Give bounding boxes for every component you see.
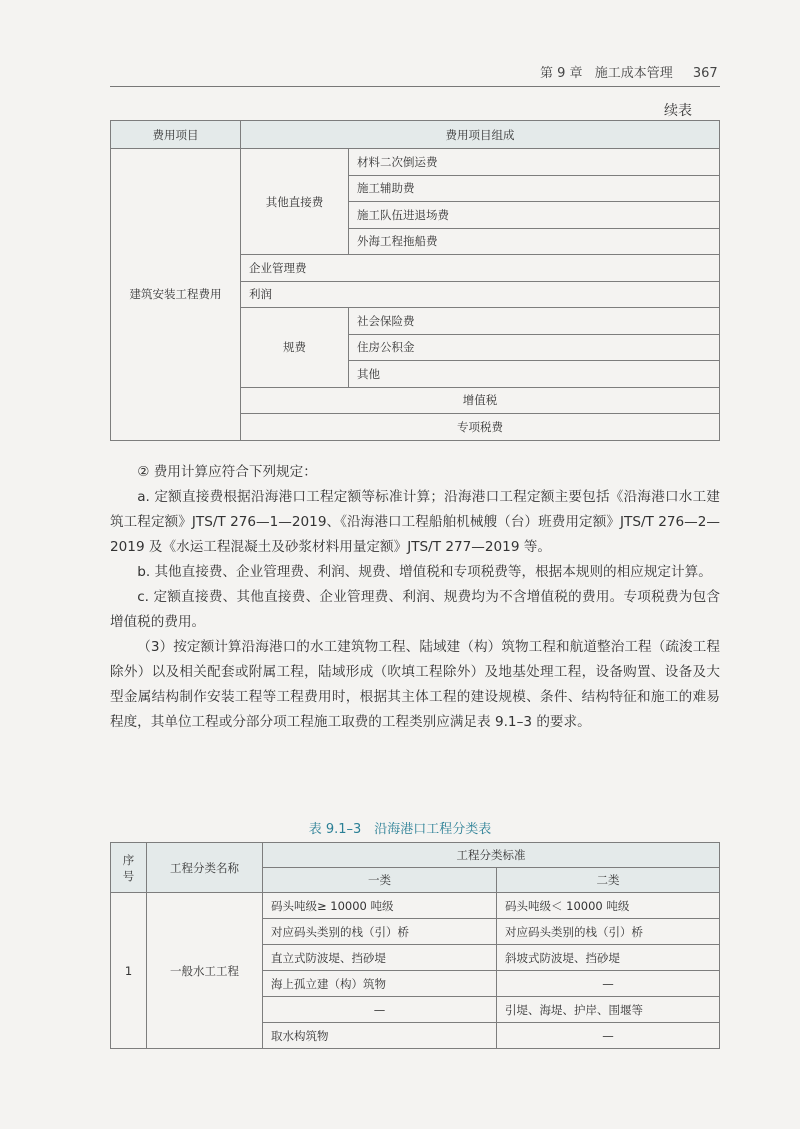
paragraph: b. 其他直接费、企业管理费、利润、规费、增值税和专项税费等，根据本规则的相应规定计算。	[137, 564, 712, 580]
management-fee-cell: 企业管理费	[241, 255, 720, 282]
table2-cell: 对应码头类别的栈（引）桥	[263, 919, 497, 945]
fees-cell: 规费	[241, 308, 349, 388]
page-number: 367	[692, 66, 718, 81]
chapter-number: 第 9 章	[540, 66, 583, 81]
table1-cell: 材料二次倒运费	[349, 149, 720, 176]
table2-cell: 码头吨级＜ 10000 吨级	[497, 893, 720, 919]
table2-header-class2: 二类	[497, 868, 720, 893]
cost-items-table	[110, 120, 720, 441]
table2-cell: 码头吨级≥ 10000 吨级	[263, 893, 497, 919]
special-tax-cell: 专项税费	[241, 414, 720, 441]
table2-cell: 对应码头类别的栈（引）桥	[497, 919, 720, 945]
table2-cell: 直立式防波堤、挡砂堤	[263, 945, 497, 971]
table2-cell: —	[263, 997, 497, 1023]
profit-cell: 利润	[241, 281, 720, 308]
table2-row-name: 一般水工工程	[147, 893, 263, 1049]
port-classification-table	[110, 842, 720, 1049]
table1-cell: 其他	[349, 361, 720, 388]
header-rule	[110, 86, 720, 87]
continued-label: 续表	[664, 103, 692, 119]
table2-header-standard: 工程分类标准	[263, 843, 720, 868]
table2-cell: —	[497, 971, 720, 997]
running-header	[540, 62, 718, 81]
other-direct-cell: 其他直接费	[241, 149, 349, 255]
chapter-title: 施工成本管理	[594, 66, 673, 81]
table1-cell: 外海工程拖船费	[349, 228, 720, 255]
table2-cell: 取水构筑物	[263, 1023, 497, 1049]
table2-row-no: 1	[111, 893, 147, 1049]
table2-cell: —	[497, 1023, 720, 1049]
paragraph: c. 定额直接费、其他直接费、企业管理费、利润、规费均为不含增值税的费用。专项税费为包含增值税的费用。	[110, 589, 720, 630]
paragraph: a. 定额直接费根据沿海港口工程定额等标准计算；沿海港口工程定额主要包括《沿海港口水工建筑工程定额》JTS/T 276—1—2019、《沿海港口工程船舶机械艘（台）班费用定额》JTS/T 276—2—2019 及《水运工程混凝土及砂浆材料用量定额》JTS/T 277—2019 等。	[110, 489, 720, 555]
table1-group-cell: 建筑安装工程费用	[111, 149, 241, 441]
table2-header-name: 工程分类名称	[147, 843, 263, 893]
table2-header-no: 序号	[111, 843, 147, 893]
paragraph: （3）按定额计算沿海港口的水工建筑物工程、陆域建（构）筑物工程和航道整治工程（疏浚工程除外）以及相关配套或附属工程，陆域形成（吹填工程除外）及地基处理工程，设备购置、设备及大型金属结构制作安装工程等工程费用时，根据其主体工程的建设规模、条件、结构特征和施工的难易程度，其单位工程或分部分项工程施工取费的工程类别应满足表 9.1–3 的要求。	[110, 639, 720, 730]
body-text	[110, 460, 720, 735]
table1-cell: 施工辅助费	[349, 175, 720, 202]
table1-header-item: 费用项目	[111, 121, 241, 149]
table1-cell: 社会保险费	[349, 308, 720, 335]
paragraph: ② 费用计算应符合下列规定：	[137, 464, 317, 480]
table2-cell: 海上孤立建（构）筑物	[263, 971, 497, 997]
vat-cell: 增值税	[241, 387, 720, 414]
table1-cell: 施工队伍进退场费	[349, 202, 720, 229]
table2-cell: 斜坡式防波堤、挡砂堤	[497, 945, 720, 971]
table2-caption: 表 9.1–3 沿海港口工程分类表	[308, 822, 492, 837]
table1-header-composition: 费用项目组成	[241, 121, 720, 149]
table2-cell: 引堤、海堤、护岸、围堰等	[497, 997, 720, 1023]
table1-cell: 住房公积金	[349, 334, 720, 361]
table2-header-class1: 一类	[263, 868, 497, 893]
